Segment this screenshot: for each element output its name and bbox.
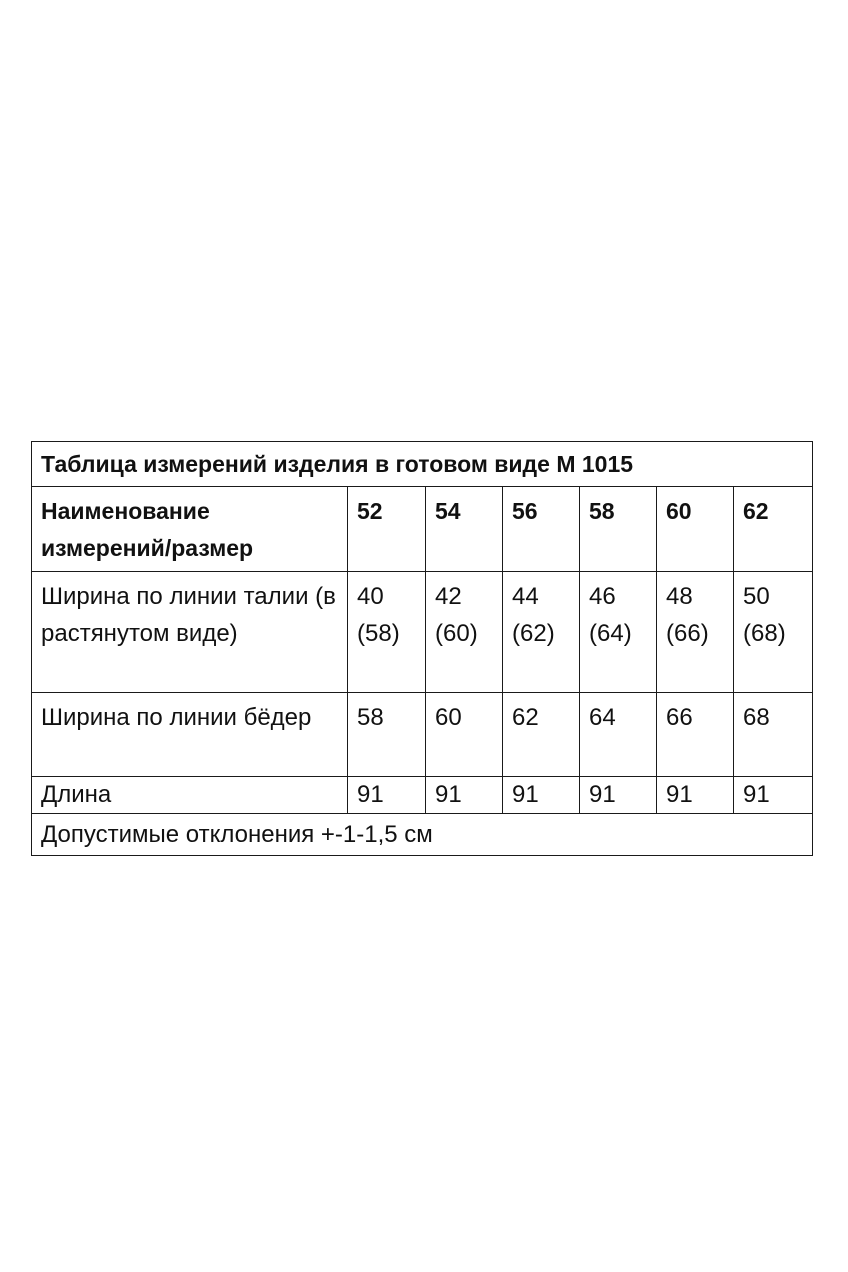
table-cell: 42 (60) — [426, 572, 503, 693]
table-row-hips — [32, 693, 813, 777]
table-cell: 91 — [348, 777, 426, 814]
tolerance-note: Допустимые отклонения +-1-1,5 см — [32, 814, 813, 856]
table-cell: 50 (68) — [734, 572, 813, 693]
size-header: 54 — [426, 487, 503, 572]
table-row-length — [32, 777, 813, 814]
table-cell: 62 — [503, 693, 580, 777]
size-header: 58 — [580, 487, 657, 572]
measurement-table — [31, 441, 813, 856]
table-cell: 91 — [657, 777, 734, 814]
table-title-row — [32, 442, 813, 487]
header-label: Наименование измерений/размер — [32, 487, 348, 572]
table-cell: 91 — [503, 777, 580, 814]
table-header-row — [32, 487, 813, 572]
row-label: Ширина по линии талии (в растянутом виде) — [32, 572, 348, 693]
table-cell: 91 — [580, 777, 657, 814]
row-label: Ширина по линии бёдер — [32, 693, 348, 777]
table-cell: 58 — [348, 693, 426, 777]
table-row-waist — [32, 572, 813, 693]
size-header: 60 — [657, 487, 734, 572]
table-cell: 46 (64) — [580, 572, 657, 693]
table-cell: 44 (62) — [503, 572, 580, 693]
table-cell: 91 — [426, 777, 503, 814]
size-header: 56 — [503, 487, 580, 572]
row-label: Длина — [32, 777, 348, 814]
table-note-row — [32, 814, 813, 856]
table-cell: 68 — [734, 693, 813, 777]
size-header: 62 — [734, 487, 813, 572]
table-cell: 64 — [580, 693, 657, 777]
table-cell: 66 — [657, 693, 734, 777]
table-cell: 60 — [426, 693, 503, 777]
table-cell: 91 — [734, 777, 813, 814]
size-header: 52 — [348, 487, 426, 572]
table-cell: 48 (66) — [657, 572, 734, 693]
table-cell: 40 (58) — [348, 572, 426, 693]
table-title: Таблица измерений изделия в готовом виде М 1015 — [32, 442, 813, 487]
